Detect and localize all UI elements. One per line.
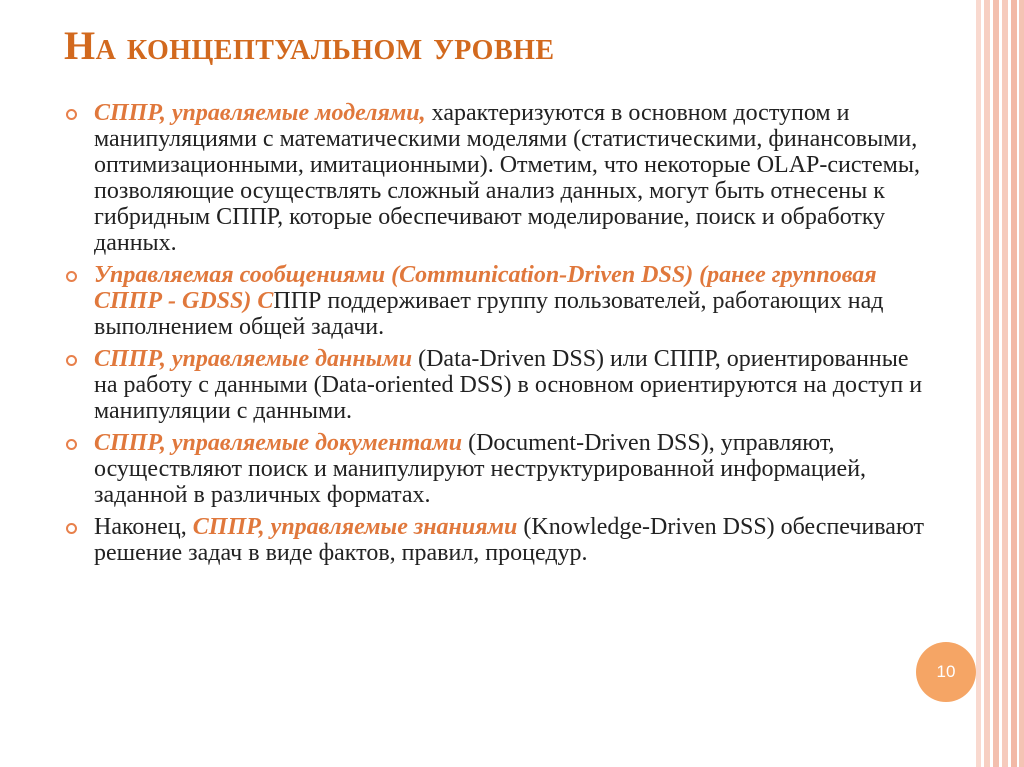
bullet-item-communication-driven (64, 262, 936, 340)
decorative-stripes (976, 0, 1024, 767)
page-number-badge: 10 (916, 642, 976, 702)
bullet-item-model-driven (64, 100, 936, 256)
slide-content (64, 100, 936, 572)
bullet-item-data-driven (64, 346, 936, 424)
circle-bullet-icon (66, 271, 77, 282)
bullet-text: ППР поддерживает группу пользователей, работающих над выполнением общей задачи. (94, 288, 884, 340)
bullet-text: (Document-Driven DSS), управляют, осуществляют поиск и манипулируют неструктурированной информацией, заданной в различных форматах. (94, 430, 867, 508)
circle-bullet-icon (66, 439, 77, 450)
bullet-emphasis: СППР, управляемые документами (94, 430, 463, 456)
bullet-text: (Data-Driven DSS) или СППР, ориентированные на работу с данными (Data-oriented DSS) в основном ориентируются на доступ и манипуляции с данными. (94, 346, 923, 424)
bullet-emphasis: СППР, управляемые данными (94, 346, 413, 372)
bullet-emphasis: СППР, управляемые знаниями (192, 514, 518, 540)
bullet-emphasis: Управляемая сообщениями (Communication-Driven DSS) (ранее групповая СППР - GDSS) С (94, 262, 877, 314)
circle-bullet-icon (66, 355, 77, 366)
circle-bullet-icon (66, 109, 77, 120)
bullet-text: характеризуются в основном доступом и манипуляциями с математическими моделями (статистическими, финансовыми, оптимизационными, имитационными). Отметим, что некоторые OLAP-системы, позволяющие осуществлять сложный анализ данных, могут быть отнесены к гибридным СППР, которые обеспечивают моделирование, поиск и обработку данных. (94, 100, 920, 256)
bullet-text: (Knowledge-Driven DSS) обеспечивают решение задач в виде фактов, правил, процедур. (94, 514, 925, 566)
bullet-text: Наконец, (94, 514, 193, 540)
bullet-emphasis: СППР, управляемые моделями, (94, 100, 426, 126)
circle-bullet-icon (66, 523, 77, 534)
slide-title: На концептуальном уровне (64, 23, 555, 68)
bullet-item-knowledge-driven (64, 514, 936, 566)
bullet-item-document-driven (64, 430, 936, 508)
bullet-list (64, 100, 936, 566)
